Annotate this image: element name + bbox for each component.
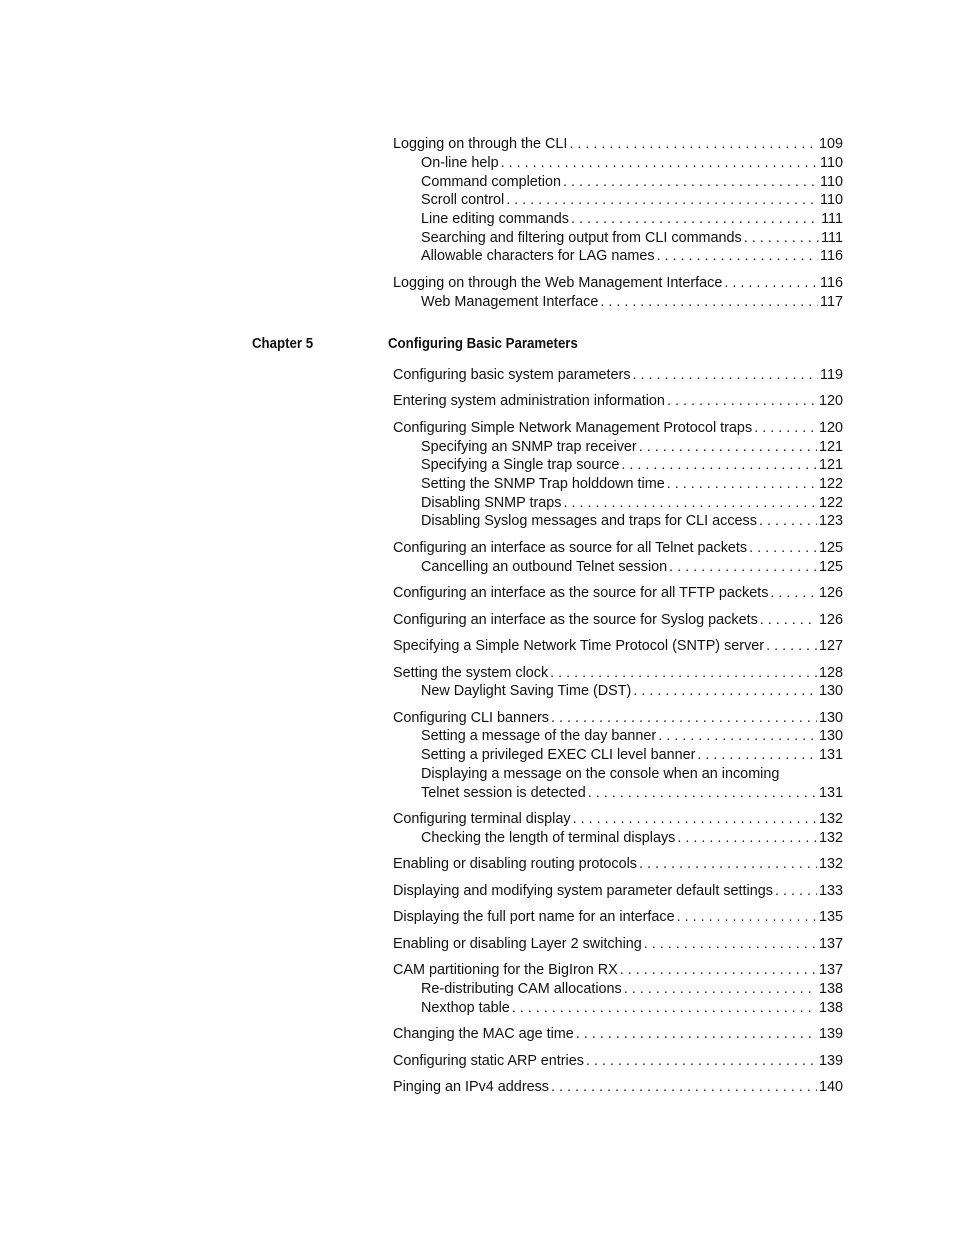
toc-entry-page-number: 109 bbox=[818, 136, 843, 152]
dot-leader bbox=[657, 247, 818, 265]
toc-entry[interactable] bbox=[421, 293, 843, 311]
toc-entry-page-number: 132 bbox=[818, 856, 843, 872]
toc-entry-page-number: 127 bbox=[818, 638, 843, 654]
dot-leader bbox=[644, 935, 817, 953]
toc-entry-page-number: 128 bbox=[818, 665, 843, 681]
toc-entry[interactable] bbox=[393, 908, 843, 926]
toc-entry-title: Configuring Simple Network Management Protocol traps bbox=[393, 420, 753, 436]
toc-entry-page-number: 139 bbox=[818, 1053, 843, 1069]
dot-leader bbox=[770, 584, 817, 602]
dot-leader bbox=[633, 682, 817, 700]
toc-entry[interactable] bbox=[393, 419, 843, 437]
toc-entry-page-number: 132 bbox=[818, 811, 843, 827]
toc-entry[interactable] bbox=[421, 210, 843, 228]
toc-entry[interactable] bbox=[421, 558, 843, 576]
toc-entry-title: Configuring an interface as the source for all TFTP packets bbox=[393, 585, 769, 601]
toc-entry[interactable] bbox=[393, 1052, 843, 1070]
toc-entry-title: Configuring basic system parameters bbox=[393, 367, 631, 383]
dot-leader bbox=[620, 961, 817, 979]
toc-entry-title: Setting the system clock bbox=[393, 665, 549, 681]
dot-leader bbox=[588, 784, 817, 802]
toc-entry-title: Logging on through the Web Management Interface bbox=[393, 275, 723, 291]
toc-entry-page-number: 125 bbox=[818, 540, 843, 556]
toc-entry-page-number: 123 bbox=[818, 513, 843, 529]
dot-leader bbox=[624, 980, 817, 998]
toc-entry[interactable] bbox=[393, 274, 843, 292]
toc-entry-page-number: 138 bbox=[818, 981, 843, 997]
toc-entry-title: Enabling or disabling routing protocols bbox=[393, 856, 637, 872]
toc-entry-page-number: 110 bbox=[820, 155, 843, 171]
toc-entry[interactable] bbox=[421, 999, 843, 1017]
toc-entry-title: Disabling SNMP traps bbox=[421, 495, 562, 511]
toc-entry[interactable] bbox=[393, 961, 843, 979]
toc-entry-title: Configuring an interface as the source for Syslog packets bbox=[393, 612, 758, 628]
toc-entry[interactable] bbox=[393, 637, 843, 655]
toc-entry-title: Specifying a Simple Network Time Protocol (SNTP) server bbox=[393, 638, 765, 654]
toc-entry-title: Enabling or disabling Layer 2 switching bbox=[393, 936, 642, 952]
toc-entry-page-number: 111 bbox=[821, 211, 843, 227]
toc-entry-title: Web Management Interface bbox=[421, 294, 599, 310]
dot-leader bbox=[775, 882, 817, 900]
toc-entry[interactable] bbox=[421, 475, 843, 493]
toc-entry[interactable] bbox=[421, 229, 843, 247]
toc-entry-title: Displaying and modifying system parameter default settings bbox=[393, 883, 773, 899]
toc-entry[interactable] bbox=[393, 935, 843, 953]
dot-leader bbox=[569, 135, 817, 153]
toc-entry-title: Setting the SNMP Trap holddown time bbox=[421, 476, 665, 492]
toc-entry[interactable] bbox=[393, 810, 843, 828]
toc-entry-title: Allowable characters for LAG names bbox=[421, 248, 655, 264]
dot-leader bbox=[571, 210, 819, 228]
toc-entry-title: Configuring an interface as source for all Telnet packets bbox=[393, 540, 748, 556]
dot-leader bbox=[749, 539, 817, 557]
toc-entry-page-number: 116 bbox=[820, 248, 843, 264]
toc-entry-title: Displaying a message on the console when an incoming bbox=[421, 766, 780, 782]
toc-entry-title: Logging on through the CLI bbox=[393, 136, 568, 152]
toc-entry-page-number: 110 bbox=[820, 192, 843, 208]
toc-entry[interactable] bbox=[421, 784, 843, 802]
toc-entry-title: Command completion bbox=[421, 174, 561, 190]
dot-leader bbox=[724, 274, 818, 292]
toc-entry-page-number: 139 bbox=[818, 1026, 843, 1042]
toc-entry-title: Displaying the full port name for an interface bbox=[393, 909, 675, 925]
dot-leader bbox=[551, 1078, 817, 1096]
toc-entry[interactable] bbox=[393, 709, 843, 727]
toc-entry-title: Line editing commands bbox=[421, 211, 569, 227]
toc-entry-page-number: 125 bbox=[818, 559, 843, 575]
toc-entry-line[interactable] bbox=[421, 765, 843, 783]
toc-entry-page-number: 126 bbox=[818, 585, 843, 601]
toc-entry[interactable] bbox=[421, 438, 843, 456]
toc-entry-page-number: 121 bbox=[818, 439, 843, 455]
toc-entry-page-number: 126 bbox=[818, 612, 843, 628]
toc-entry-page-number: 140 bbox=[818, 1079, 843, 1095]
toc-entry-page-number: 121 bbox=[818, 457, 843, 473]
toc-entry-page-number: 122 bbox=[818, 476, 843, 492]
dot-leader bbox=[667, 392, 817, 410]
toc-entry[interactable] bbox=[393, 882, 843, 900]
toc-entry-page-number: 133 bbox=[818, 883, 843, 899]
toc-entry[interactable] bbox=[393, 392, 843, 410]
dot-leader bbox=[501, 154, 818, 172]
dot-leader bbox=[760, 611, 817, 629]
dot-leader bbox=[512, 999, 817, 1017]
dot-leader bbox=[550, 664, 817, 682]
dot-leader bbox=[759, 512, 817, 530]
toc-entry-page-number: 120 bbox=[818, 420, 843, 436]
toc-entry-title: Changing the MAC age time bbox=[393, 1026, 574, 1042]
toc-entry-title: Specifying an SNMP trap receiver bbox=[421, 439, 637, 455]
chapter-title: Configuring Basic Parameters bbox=[388, 336, 578, 352]
dot-leader bbox=[573, 810, 817, 828]
dot-leader bbox=[506, 191, 818, 209]
toc-entry-title: Configuring static ARP entries bbox=[393, 1053, 584, 1069]
chapter-label: Chapter 5 bbox=[252, 336, 314, 352]
dot-leader bbox=[639, 855, 817, 873]
dot-leader bbox=[621, 456, 817, 474]
toc-entry[interactable] bbox=[421, 682, 843, 700]
dot-leader bbox=[677, 908, 817, 926]
dot-leader bbox=[677, 829, 817, 847]
dot-leader bbox=[600, 293, 818, 311]
toc-entry-title: Searching and filtering output from CLI commands bbox=[421, 230, 742, 246]
toc-entry-title: Specifying a Single trap source bbox=[421, 457, 620, 473]
toc-entry-page-number: 137 bbox=[818, 962, 843, 978]
toc-entry-title: Configuring terminal display bbox=[393, 811, 571, 827]
toc-entry-page-number: 122 bbox=[818, 495, 843, 511]
toc-entry-page-number: 117 bbox=[820, 294, 843, 310]
toc-entry[interactable] bbox=[421, 247, 843, 265]
dot-leader bbox=[551, 709, 817, 727]
toc-entry-title: Setting a message of the day banner bbox=[421, 728, 657, 744]
toc-entry[interactable] bbox=[421, 456, 843, 474]
toc-entry[interactable] bbox=[421, 191, 843, 209]
toc-entry[interactable] bbox=[393, 539, 843, 557]
toc-entry-title: Checking the length of terminal displays bbox=[421, 830, 676, 846]
toc-entry-title: Setting a privileged EXEC CLI level banner bbox=[421, 747, 696, 763]
toc-entry-page-number: 131 bbox=[818, 747, 843, 763]
toc-entry[interactable] bbox=[393, 584, 843, 602]
dot-leader bbox=[658, 727, 817, 745]
toc-entry[interactable] bbox=[393, 855, 843, 873]
toc-entry[interactable] bbox=[421, 494, 843, 512]
dot-leader bbox=[744, 229, 819, 247]
toc-entry[interactable] bbox=[393, 1078, 843, 1096]
toc-entry-page-number: 130 bbox=[818, 683, 843, 699]
toc-entry-page-number: 111 bbox=[821, 230, 843, 246]
dot-leader bbox=[639, 438, 817, 456]
toc-entry[interactable] bbox=[393, 664, 843, 682]
toc-entry-page-number: 135 bbox=[818, 909, 843, 925]
toc-entry[interactable] bbox=[393, 366, 843, 384]
toc-entry-page-number: 119 bbox=[820, 367, 843, 383]
toc-entry-title: Cancelling an outbound Telnet session bbox=[421, 559, 668, 575]
toc-entry-title: Disabling Syslog messages and traps for CLI access bbox=[421, 513, 757, 529]
toc-entry-title: New Daylight Saving Time (DST) bbox=[421, 683, 632, 699]
toc-entry-page-number: 138 bbox=[818, 1000, 843, 1016]
dot-leader bbox=[754, 419, 817, 437]
toc-entry-title: Telnet session is detected bbox=[421, 785, 586, 801]
dot-leader bbox=[669, 558, 817, 576]
toc-entry-title: Scroll control bbox=[421, 192, 505, 208]
toc-entry-page-number: 131 bbox=[818, 785, 843, 801]
dot-leader bbox=[633, 366, 819, 384]
toc-entry[interactable] bbox=[393, 135, 843, 153]
toc-entry-page-number: 130 bbox=[818, 728, 843, 744]
dot-leader bbox=[564, 494, 817, 512]
toc-entry-page-number: 116 bbox=[820, 275, 843, 291]
toc-entry[interactable] bbox=[421, 829, 843, 847]
toc-entry-title: Re-distributing CAM allocations bbox=[421, 981, 622, 997]
toc-entry[interactable] bbox=[421, 512, 843, 530]
dot-leader bbox=[697, 746, 817, 764]
dot-leader bbox=[586, 1052, 817, 1070]
dot-leader bbox=[563, 173, 818, 191]
toc-entry-page-number: 137 bbox=[818, 936, 843, 952]
toc-entry[interactable] bbox=[421, 173, 843, 191]
toc-entry[interactable] bbox=[421, 154, 843, 172]
toc-entry-title: Entering system administration information bbox=[393, 393, 665, 409]
toc-entry-page-number: 132 bbox=[818, 830, 843, 846]
toc-entry-page-number: 120 bbox=[818, 393, 843, 409]
toc-entry-title: Pinging an IPv4 address bbox=[393, 1079, 549, 1095]
dot-leader bbox=[667, 475, 817, 493]
toc-entry-title: Configuring CLI banners bbox=[393, 710, 549, 726]
toc-entry-title: CAM partitioning for the BigIron RX bbox=[393, 962, 618, 978]
toc-entry-title: On-line help bbox=[421, 155, 499, 171]
toc-entry[interactable] bbox=[393, 611, 843, 629]
toc-entry-page-number: 110 bbox=[820, 174, 843, 190]
toc-entry[interactable] bbox=[421, 727, 843, 745]
dot-leader bbox=[576, 1025, 817, 1043]
toc-entry[interactable] bbox=[421, 746, 843, 764]
toc-entry-page-number: 130 bbox=[818, 710, 843, 726]
toc-entry[interactable] bbox=[421, 980, 843, 998]
dot-leader bbox=[766, 637, 817, 655]
toc-entry[interactable] bbox=[393, 1025, 843, 1043]
toc-entry-title: Nexthop table bbox=[421, 1000, 510, 1016]
